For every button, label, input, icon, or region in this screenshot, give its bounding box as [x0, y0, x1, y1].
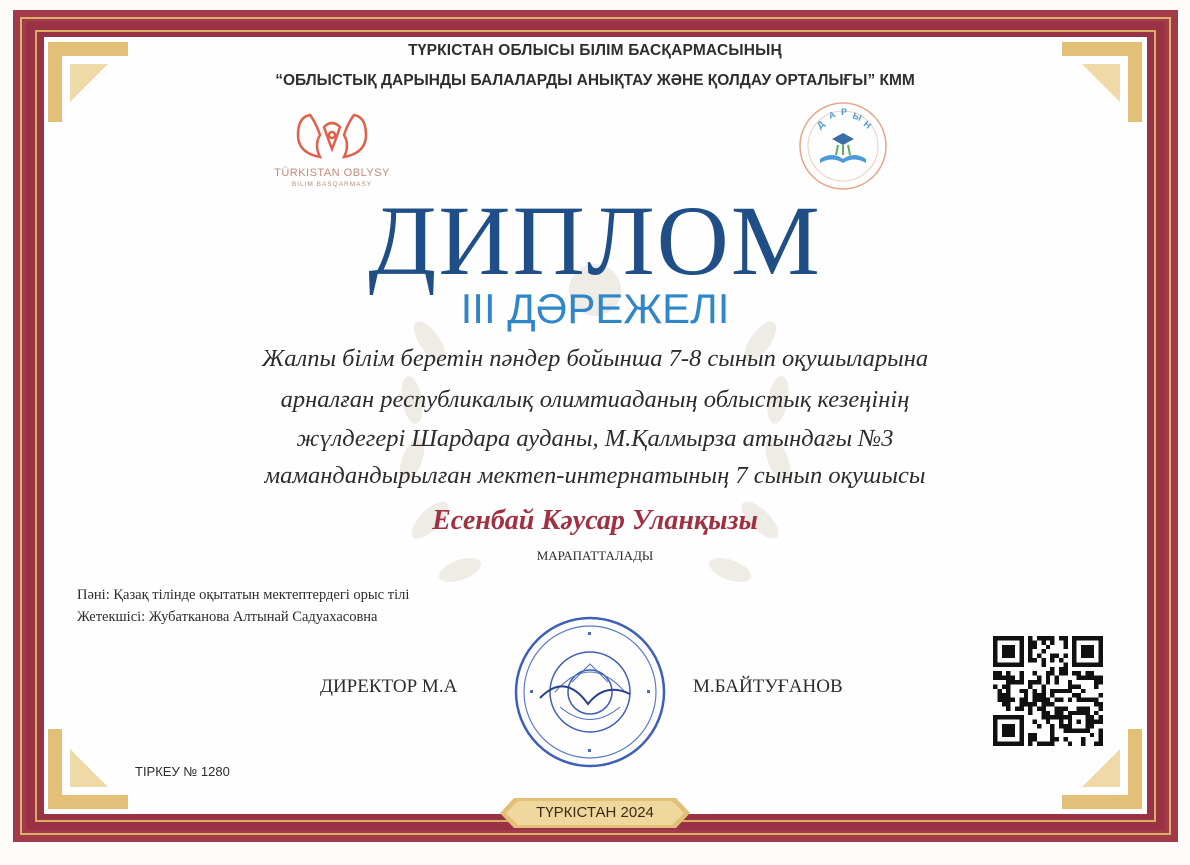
body-line: Жалпы білім беретін пәндер бойынша 7-8 сынып оқушыларына — [261, 345, 929, 372]
svg-text:Д: Д — [814, 118, 827, 131]
awarded-label: МАРАПАТТАЛАДЫ — [536, 548, 654, 563]
diploma-degree: ІІІ ДӘРЕЖЕЛІ — [460, 285, 730, 332]
daryn-book-icon — [796, 99, 890, 193]
footer-city-year: ТҮРКІСТАН 2024 — [536, 804, 654, 821]
diploma-title: ДИПЛОМ — [368, 185, 822, 296]
logo-left-line1: TÜRKISTAN OBLYSY — [274, 167, 390, 179]
body-line: мамандандырылған мектеп-интернатының 7 сынып оқушысы — [264, 462, 926, 489]
svg-text:Н: Н — [861, 118, 874, 131]
director-name: М.БАЙТУҒАНОВ — [693, 676, 843, 697]
subject-line: Пәні: Қазақ тілінде оқытатын мектептердегі орыс тілі — [77, 587, 410, 603]
director-title: ДИРЕКТОР М.А — [320, 676, 458, 697]
body-line: жүлдегері Шардара ауданы, М.Қалмырза атындағы №3 — [296, 425, 894, 452]
corner-ornament-bottom-left — [48, 729, 128, 809]
awardee-name: Есенбай Кәусар Уланқызы — [432, 505, 758, 536]
svg-text:А: А — [827, 109, 837, 121]
official-seal-icon — [510, 612, 670, 772]
svg-text:Р: Р — [841, 107, 848, 117]
body-line: арналған республикалық олимтиаданың облыстық кезеңінің — [280, 386, 910, 413]
header-organization: ТҮРКІСТАН ОБЛЫСЫ БІЛІМ БАСҚАРМАСЫНЫҢ — [408, 42, 782, 59]
header-center-name: “ОБЛЫСТЫҚ ДАРЫНДЫ БАЛАЛАРДЫ АНЫҚТАУ ЖӘНЕ ҚОЛДАУ ОРТАЛЫҒЫ” КММ — [275, 72, 915, 89]
qr-code-icon[interactable] — [993, 636, 1103, 746]
svg-text:Ы: Ы — [851, 110, 864, 123]
logo-left-line2: BILIM BASQARMASY — [291, 181, 373, 188]
supervisor-line: Жетекшісі: Жубатканова Алтынай Садуахасовна — [77, 609, 378, 625]
registration-number: ТІРКЕУ № 1280 — [135, 764, 230, 779]
